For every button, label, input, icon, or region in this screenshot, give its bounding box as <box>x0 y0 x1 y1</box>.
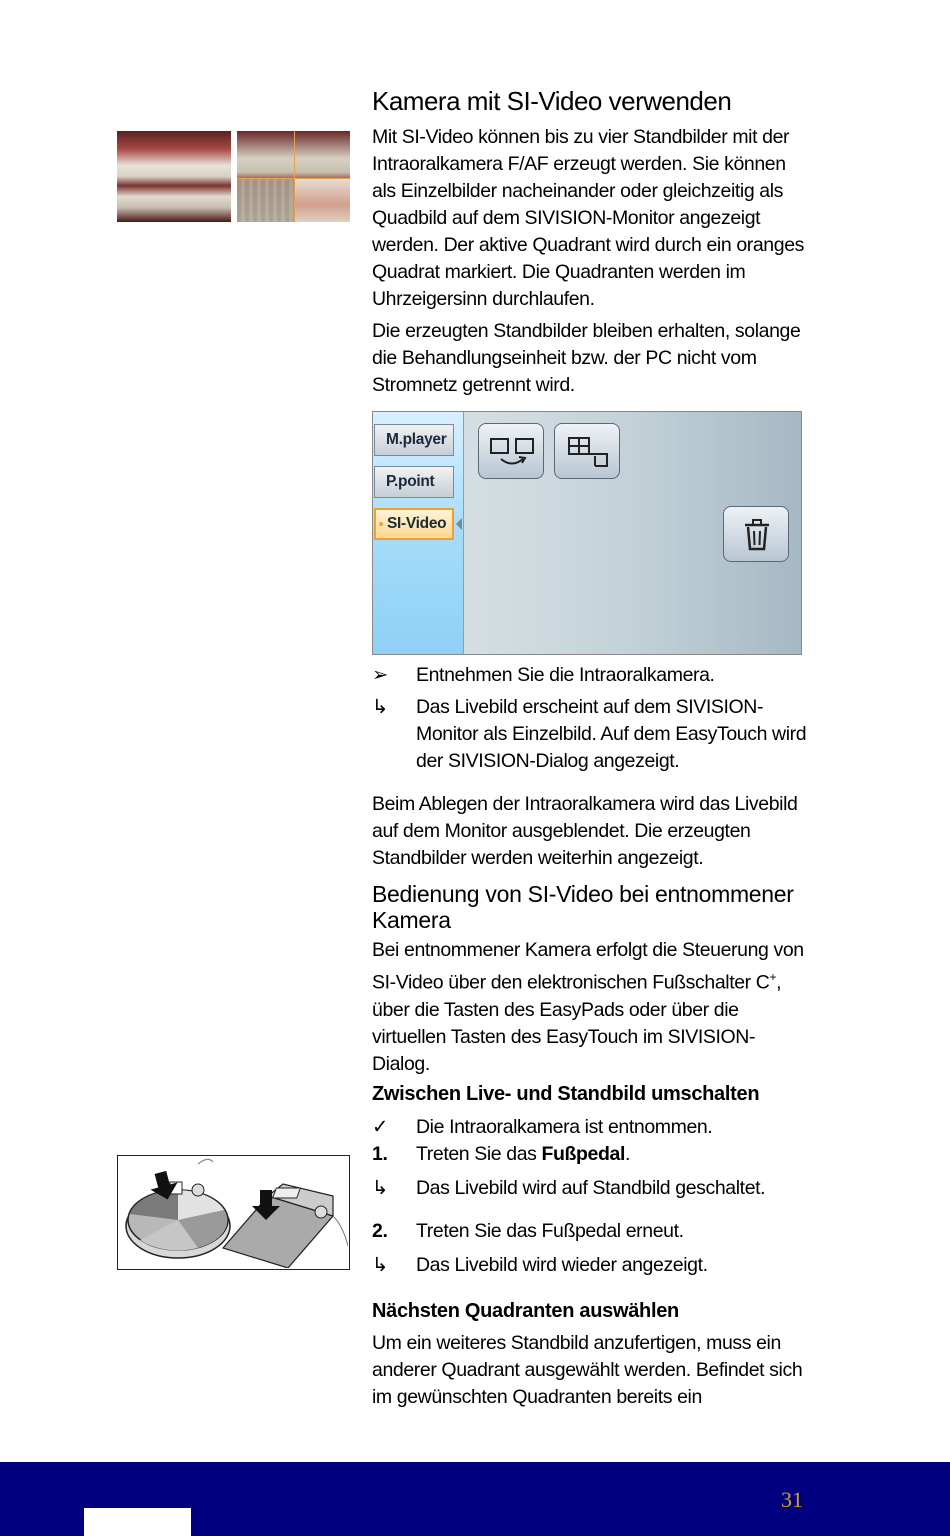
section1-para2: Die erzeugten Standbilder bleiben erhalten, solange die Behandlungseinheit bzw. der PC nicht vom Stromnetz getrennt wird. <box>372 320 801 396</box>
footer-white-block <box>84 1508 191 1536</box>
list-item: 1. Treten Sie das Fußpedal. <box>372 1143 631 1165</box>
page-number: 31 <box>781 1487 803 1512</box>
section2 <box>372 881 812 1078</box>
put-down-camera-para: Beim Ablegen der Intraoralkamera wird das Livebild auf dem Monitor ausgeblendet. Die erzeugten Standbilder werden weiterhin angezeigt. <box>372 793 798 869</box>
result-arrow-icon: ↳ <box>372 1254 388 1276</box>
section-title-camera: Kamera mit SI-Video verwenden <box>372 86 732 116</box>
delete-button[interactable] <box>723 506 789 562</box>
tab-ppoint[interactable]: P.point <box>374 466 454 498</box>
section4-para: Um ein weiteres Standbild anzufertigen, muss ein anderer Quadrant ausgewählt werden. Befindet sich im gewünschten Quadranten bereits ein <box>372 1332 803 1408</box>
section2-para: Bei entnommener Kamera erfolgt die Steuerung von SI-Video über den elektronischen Fußschalter C+, über die Tasten des EasyPads oder über die virtuellen Tasten des EasyTouch im SIVISION-Dialog. <box>372 939 804 1075</box>
list-item: ➢ Entnehmen Sie die Intraoralkamera. <box>372 662 812 689</box>
tab-mplayer[interactable]: M.player <box>374 424 454 456</box>
foot-pedal-illustration <box>117 1155 350 1270</box>
section-title-next-quadrant: Nächsten Quadranten auswählen <box>372 1300 679 1322</box>
quad-image-photo <box>237 131 350 222</box>
checkmark-icon: ✓ <box>372 1116 388 1138</box>
trash-icon <box>724 507 790 563</box>
section1-para1: Mit SI-Video können bis zu vier Standbilder mit der Intraoralkamera F/AF erzeugt werden. Sie können als Einzelbilder nacheinander oder gleichzeitig als Quadbild auf dem SIVISION-Monitor angezeigt werden. Der aktive Quadrant wird durch ein oranges Quadrat markiert. Die Quadranten werden im Uhrzeigersinn durchlaufen. <box>372 126 804 310</box>
active-tab-caret-icon <box>456 518 462 530</box>
result-arrow-icon: ↳ <box>372 696 388 718</box>
list-item: 2. Treten Sie das Fußpedal erneut. <box>372 1220 684 1242</box>
quad-select-button[interactable] <box>554 423 620 479</box>
instruction-arrow-icon: ➢ <box>372 664 388 686</box>
section4 <box>372 1300 812 1411</box>
page-footer <box>0 1462 950 1536</box>
tab-si-video[interactable]: SI-Video <box>374 508 454 540</box>
section1-body <box>372 124 812 399</box>
list-item: ↳ Das Livebild wird wieder angezeigt. <box>372 1252 812 1279</box>
single-quad-toggle-button[interactable] <box>478 423 544 479</box>
list-item: ↳ Das Livebild wird auf Standbild geschaltet. <box>372 1175 812 1202</box>
section-title-operation: Bedienung von SI-Video bei entnommener Kamera <box>372 881 794 933</box>
single-image-photo <box>117 131 231 222</box>
list-item: ↳ Das Livebild erscheint auf dem SIVISION-Monitor als Einzelbild. Auf dem EasyTouch wird der SIVISION-Dialog angezeigt. <box>372 696 807 772</box>
section-title-toggle-live: Zwischen Live- und Standbild umschalten <box>372 1083 760 1105</box>
quad-select-icon <box>555 424 621 480</box>
steps-remove-camera <box>372 662 812 872</box>
single-quad-toggle-icon <box>479 424 545 480</box>
list-item: ✓ Die Intraoralkamera ist entnommen. <box>372 1114 812 1141</box>
dialog-sidebar <box>373 412 464 654</box>
result-arrow-icon: ↳ <box>372 1177 388 1199</box>
sivision-dialog-screenshot <box>372 411 802 655</box>
section3 <box>372 1083 812 1279</box>
